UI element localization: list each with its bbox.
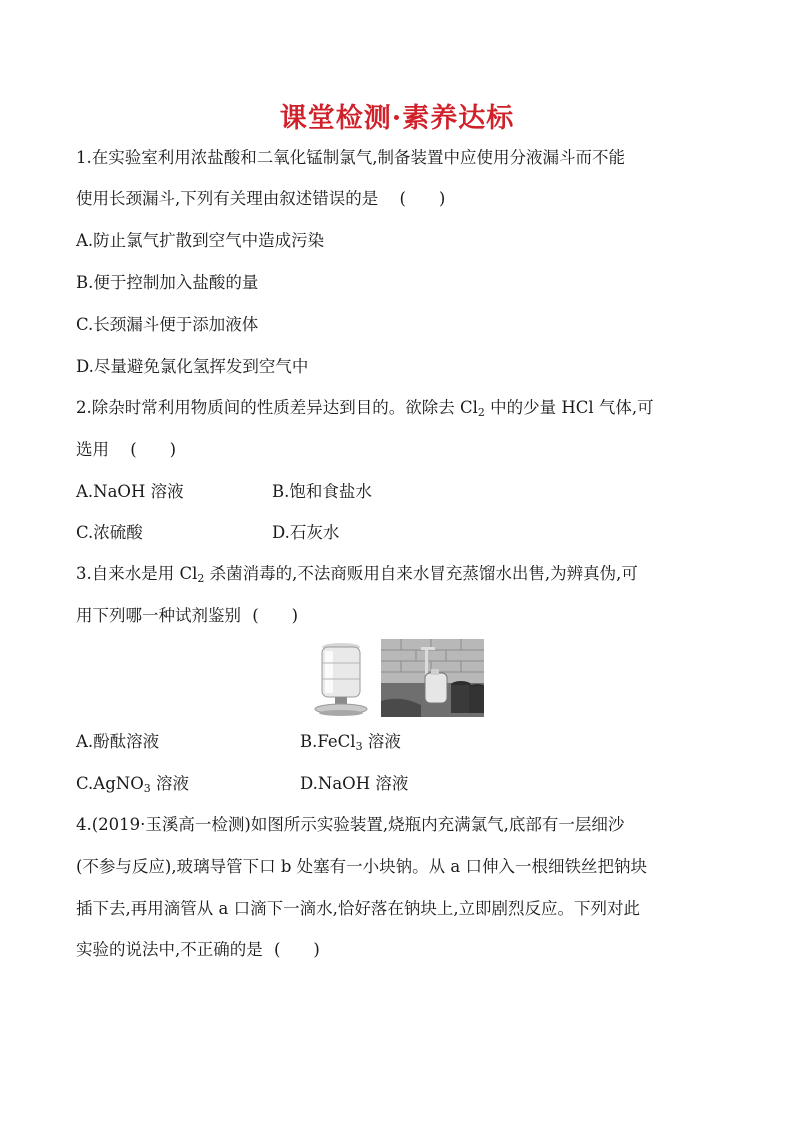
q3-stem-pre: 3.自来水是用 Cl (76, 564, 198, 583)
q3-option-b-pre: B.FeCl (300, 732, 356, 751)
q1-stem-line2 (76, 188, 445, 210)
q2-stem-pre: 2.除杂时常利用物质间的性质差异达到目的。欲除去 Cl (76, 398, 478, 417)
q3-option-c (76, 773, 189, 795)
q3-answer-paren: ( ) (252, 606, 299, 625)
q3-option-c-post: 溶液 (150, 774, 189, 793)
page-title: 课堂检测·素养达标 (279, 103, 515, 134)
q3-option-c-pre: C.AgNO (76, 774, 144, 793)
q2-option-c: C.浓硫酸 (76, 523, 143, 542)
q3-option-b-sub: 3 (355, 740, 363, 753)
q1-option-c: C.长颈漏斗便于添加液体 (76, 315, 259, 334)
q2-answer-paren: ( ) (130, 440, 177, 459)
q2-stem-line2 (76, 439, 176, 461)
q4-answer-paren: ( ) (274, 940, 320, 959)
q1-stem-text: 使用长颈漏斗,下列有关理由叙述错误的是 (76, 189, 379, 208)
tap-water-filling-image (381, 639, 484, 717)
q4-stem-line2: (不参与反应),玻璃导管下口 b 处塞有一小块钠。从 a 口伸入一根细铁丝把钠块 (76, 857, 647, 876)
q3-stem-post: 杀菌消毒的,不法商贩用自来水冒充蒸馏水出售,为辨真伪,可 (204, 564, 638, 583)
q3-stem-line2 (76, 605, 298, 627)
q3-stem-line1 (76, 563, 638, 585)
q3-stem-text: 用下列哪一种试剂鉴别 (76, 606, 241, 625)
q4-stem-line3: 插下去,再用滴管从 a 口滴下一滴水,恰好落在钠块上,立即剧烈反应。下列对此 (76, 899, 641, 918)
q1-option-b: B.便于控制加入盐酸的量 (76, 273, 259, 292)
q2-stem-text: 选用 (76, 440, 109, 459)
q2-stem-line1 (76, 397, 654, 419)
q1-answer-paren: ( ) (399, 189, 446, 208)
q2-option-a: A.NaOH 溶液 (76, 482, 184, 501)
q1-option-d: D.尽量避免氯化氢挥发到空气中 (76, 357, 309, 376)
q3-option-b-post: 溶液 (362, 732, 401, 751)
q1-option-a: A.防止氯气扩散到空气中造成污染 (76, 231, 325, 250)
q2-subscript: 2 (477, 406, 485, 419)
q2-option-b: B.饱和食盐水 (272, 482, 372, 501)
q4-stem-line1: 4.(2019·玉溪高一检测)如图所示实验装置,烧瓶内充满氯气,底部有一层细沙 (76, 815, 625, 834)
q3-option-a: A.酚酞溶液 (76, 732, 160, 751)
q3-option-d: D.NaOH 溶液 (300, 774, 409, 793)
q4-stem-text: 实验的说法中,不正确的是 (76, 940, 263, 959)
q3-subscript: 2 (197, 572, 205, 585)
q3-option-c-sub: 3 (143, 782, 151, 795)
q1-stem-line1: 1.在实验室利用浓盐酸和二氧化锰制氯气,制备装置中应使用分液漏斗而不能 (76, 148, 625, 167)
q2-stem-post: 中的少量 HCl 气体,可 (484, 398, 654, 417)
q2-option-d: D.石灰水 (272, 523, 340, 542)
q4-stem-line4 (76, 939, 320, 961)
water-bottle-image (306, 639, 376, 717)
q3-option-b (300, 731, 401, 753)
